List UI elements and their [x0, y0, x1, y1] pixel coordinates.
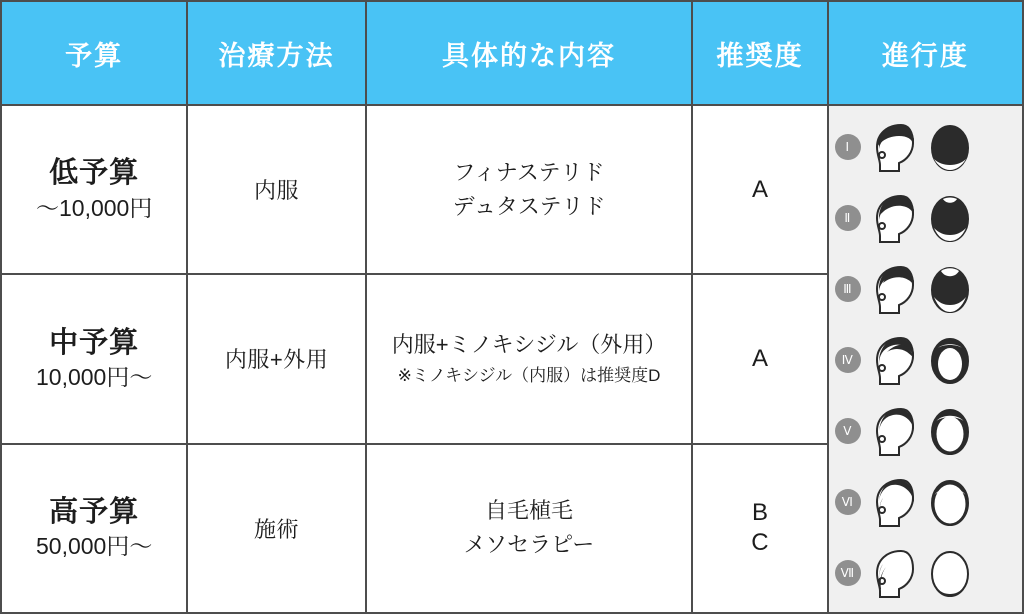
- head-top-icon-6: [927, 474, 973, 530]
- table-body: [1, 105, 1023, 613]
- details-cell-high: [366, 444, 693, 613]
- stage-badge-4: Ⅳ: [835, 347, 861, 373]
- budget-cell-mid: [1, 274, 187, 443]
- head-side-icon-2: [867, 190, 921, 246]
- detail-line: デュタステリド: [452, 193, 606, 219]
- table-row: [1, 105, 1023, 274]
- budget-cell-low: [1, 105, 187, 274]
- budget-amount: 10,000円〜: [36, 364, 153, 390]
- list-item: [835, 329, 1016, 391]
- column-header-budget: 予算: [1, 1, 187, 105]
- head-top-icon-4: [927, 332, 973, 388]
- recommendation-cell-mid: [692, 274, 827, 443]
- details-cell-low: [366, 105, 693, 274]
- recommendation-cell-high: [692, 444, 827, 613]
- list-item: [835, 400, 1016, 462]
- stage-badge-2: Ⅱ: [835, 205, 861, 231]
- progression-stage-list: [829, 106, 1022, 612]
- head-top-icon-1: [927, 119, 973, 175]
- budget-title: 高予算: [49, 496, 140, 529]
- head-top-icon-5: [927, 403, 973, 459]
- head-top-icon-7: [927, 545, 973, 601]
- table-header: [1, 1, 1023, 105]
- method-cell-high: 施術: [187, 444, 365, 613]
- list-item: [835, 258, 1016, 320]
- recommendation-grade: C: [751, 529, 769, 557]
- recommendation-grade: A: [751, 344, 768, 372]
- budget-title: 低予算: [49, 157, 140, 190]
- header-row: [1, 1, 1023, 105]
- head-side-icon-7: [867, 545, 921, 601]
- list-item: [835, 187, 1016, 249]
- stage-badge-1: Ⅰ: [835, 134, 861, 160]
- head-side-icon-3: [867, 261, 921, 317]
- budget-amount: 〜10,000円: [36, 194, 153, 221]
- head-side-icon-1: [867, 119, 921, 175]
- detail-line: 内服+ミノキシジル（外用）: [391, 332, 667, 358]
- head-side-icon-6: [867, 474, 921, 530]
- detail-line: フィナステリド: [453, 159, 605, 185]
- list-item: [835, 542, 1016, 604]
- recommendation-grade: A: [751, 175, 768, 203]
- column-header-recommendation: 推奨度: [692, 1, 827, 105]
- recommendation-grade: B: [751, 499, 768, 527]
- method-cell-mid: 内服+外用: [187, 274, 365, 443]
- detail-line: 自毛植毛: [485, 498, 574, 524]
- stage-badge-7: Ⅶ: [835, 560, 861, 586]
- head-side-icon-5: [867, 403, 921, 459]
- budget-amount: 50,000円〜: [36, 533, 153, 560]
- progression-cell: [828, 105, 1023, 613]
- stage-badge-5: Ⅴ: [835, 418, 861, 444]
- detail-note: ※ミノキシジル（内服）は推奨度D: [397, 366, 661, 386]
- budget-cell-high: [1, 444, 187, 613]
- head-top-icon-2: [927, 190, 973, 246]
- detail-line: メソセラピー: [463, 532, 595, 558]
- stage-badge-3: Ⅲ: [835, 276, 861, 302]
- details-cell-mid: [366, 274, 693, 443]
- column-header-details: 具体的な内容: [366, 1, 693, 105]
- method-cell-low: 内服: [187, 105, 365, 274]
- recommendation-cell-low: [692, 105, 827, 274]
- list-item: [835, 471, 1016, 533]
- column-header-progression: 進行度: [828, 1, 1023, 105]
- head-side-icon-4: [867, 332, 921, 388]
- column-header-method: 治療方法: [187, 1, 365, 105]
- budget-title: 中予算: [49, 326, 140, 359]
- list-item: [835, 116, 1016, 178]
- stage-badge-6: Ⅵ: [835, 489, 861, 515]
- head-top-icon-3: [927, 261, 973, 317]
